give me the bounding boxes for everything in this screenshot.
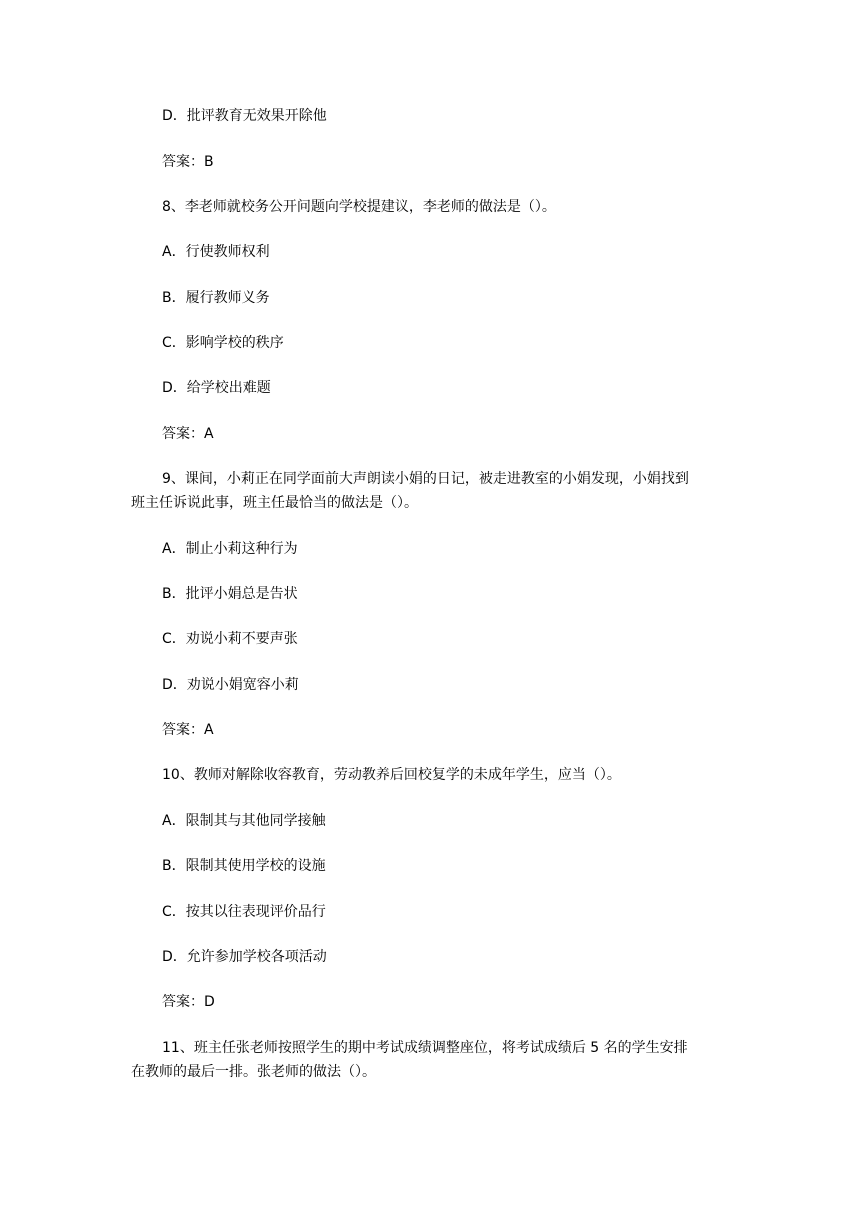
option-9d: D．劝说小娟宽容小莉 [162,677,299,693]
option-9a: A．制止小莉这种行为 [162,541,298,557]
option-8d: D．给学校出难题 [162,380,271,396]
option-9c: C．劝说小莉不要声张 [162,631,298,647]
option-8b: B．履行教师义务 [162,290,270,306]
question-9-line-1: 9、课间，小莉正在同学面前大声朗读小娟的日记，被走进教室的小娟发现，小娟找到 [162,471,689,487]
question-10: 10、教师对解除收容教育，劳动教养后回校复学的未成年学生，应当（）。 [162,767,621,783]
answer-9: 答案：A [162,722,214,738]
option-10c: C．按其以往表现评价品行 [162,904,326,920]
question-11-line-1: 11、班主任张老师按照学生的期中考试成绩调整座位，将考试成绩后 5 名的学生安排 [162,1040,688,1056]
answer-7: 答案：B [162,154,214,170]
option-8c: C．影响学校的秩序 [162,335,284,351]
answer-10: 答案：D [162,994,215,1010]
option-8a: A．行使教师权利 [162,244,270,260]
option-9b: B．批评小娟总是告状 [162,586,298,602]
option-10b: B．限制其使用学校的设施 [162,858,326,874]
option-10a: A．限制其与其他同学接触 [162,813,326,829]
option-10d: D．允许参加学校各项活动 [162,949,327,965]
answer-8: 答案：A [162,426,214,442]
question-8: 8、李老师就校务公开问题向学校提建议，李老师的做法是（）。 [162,199,556,215]
question-11-line-2: 在教师的最后一排。张老师的做法（）。 [131,1064,376,1080]
option-7d: D．批评教育无效果开除他 [162,108,327,124]
question-9-line-2: 班主任诉说此事，班主任最恰当的做法是（）。 [131,495,418,511]
